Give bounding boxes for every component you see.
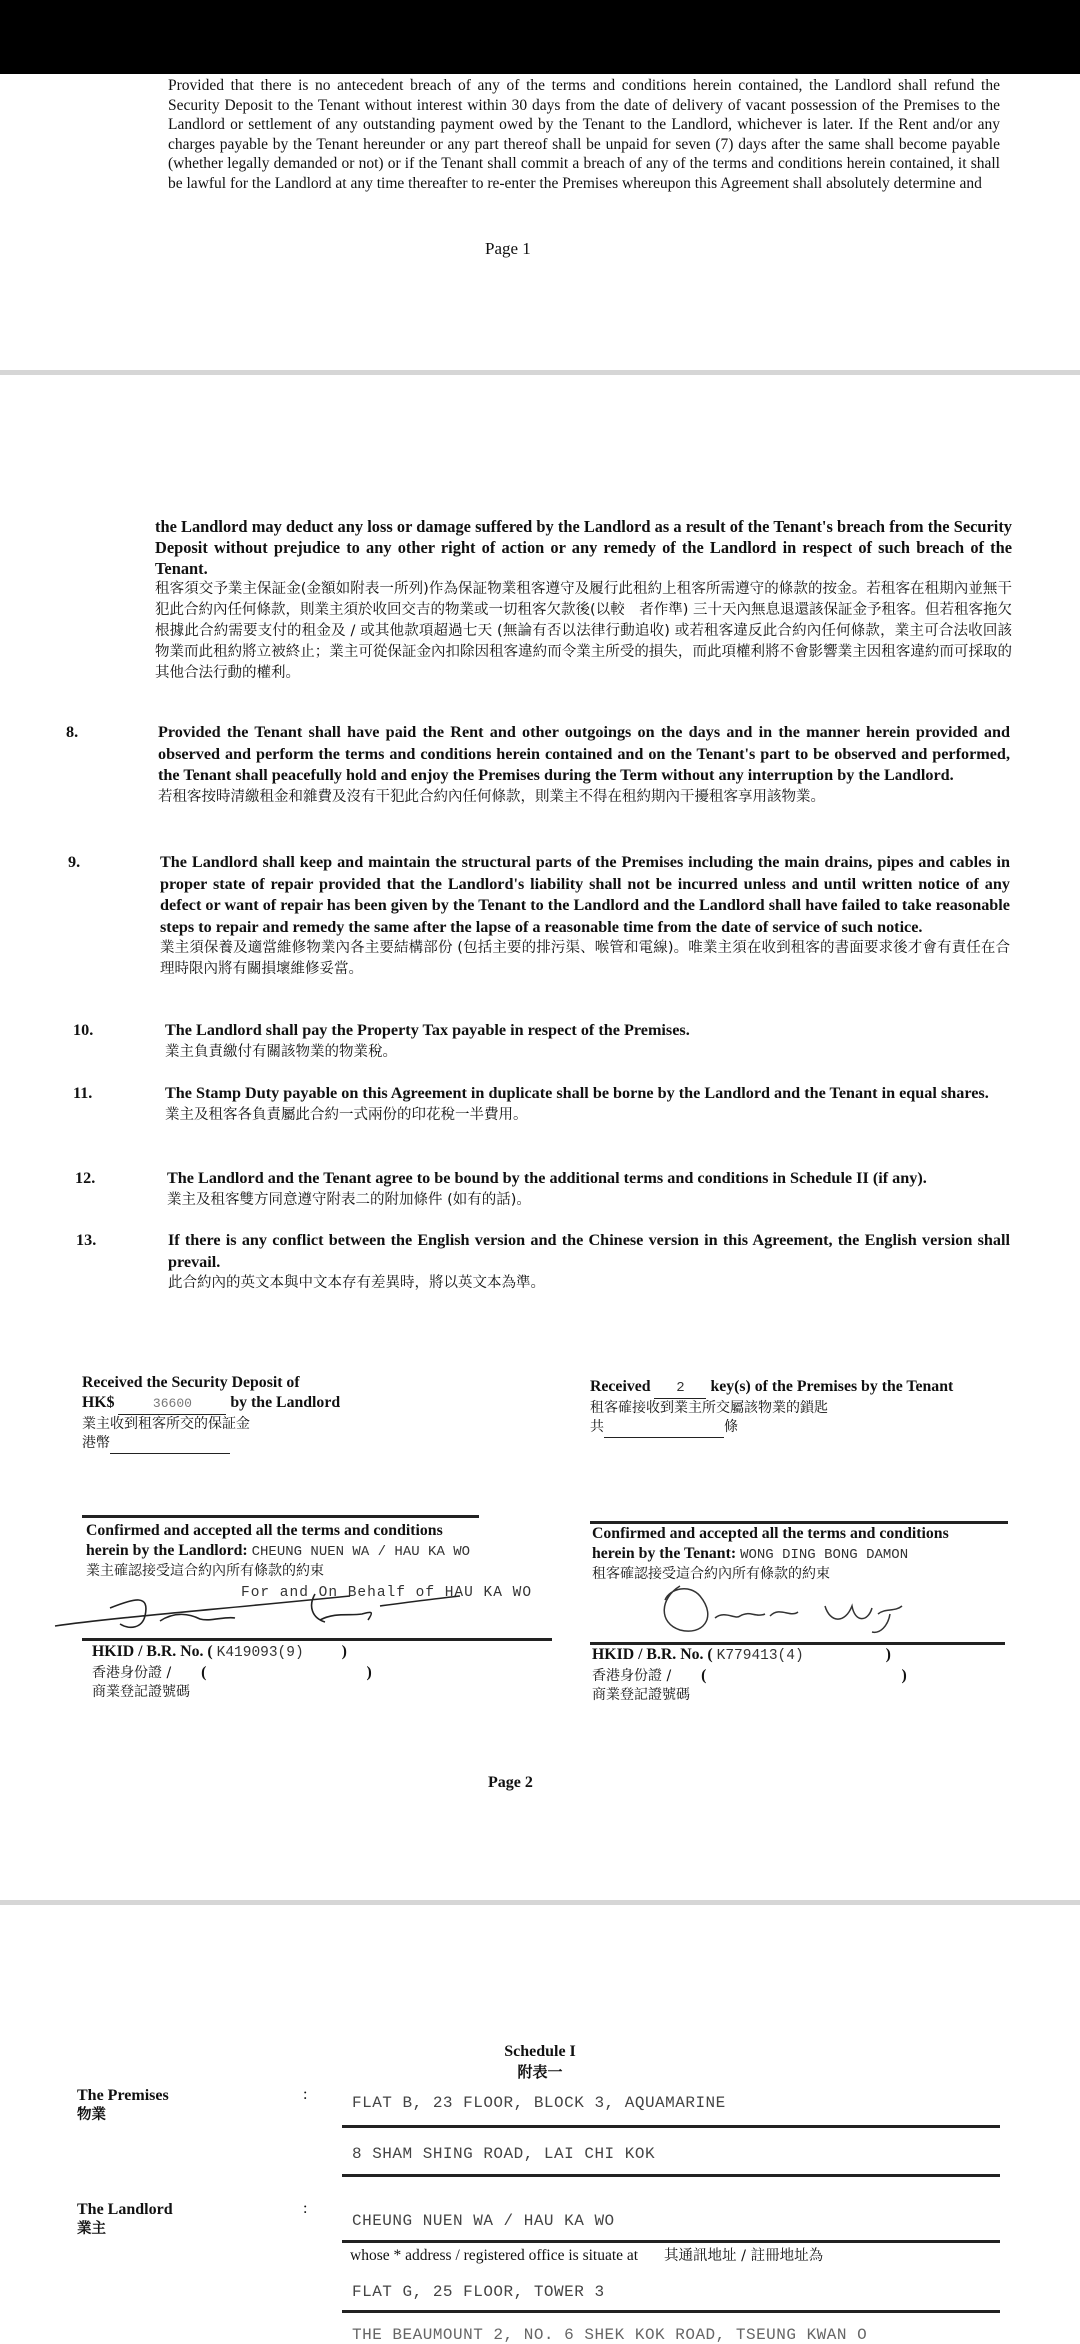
tenant-confirm-line1: Confirmed and accepted all the terms and conditions	[592, 1525, 949, 1542]
landlord-confirm-line2: herein by the Landlord: CHEUNG NUEN WA / HAU KA WO	[86, 1542, 471, 1560]
clause-english: The Landlord and the Tenant agree to be bound by the additional terms and conditions in Schedule II (if any).	[167, 1169, 927, 1187]
landlord-rule	[82, 1515, 479, 1518]
clause-11	[73, 1083, 1010, 1126]
deposit-zh: 業主收到租客所交的保証金	[82, 1416, 250, 1432]
premises-line2: 8 SHAM SHING ROAD, LAI CHI KOK	[352, 2145, 656, 2163]
page2-continuation	[155, 516, 1012, 684]
deposit-line: Received the Security Deposit of	[82, 1374, 300, 1391]
premises-rule2	[342, 2174, 1000, 2177]
schedule-title-zh: 附表一	[517, 2063, 563, 2081]
landlord-confirm-zh: 業主確認接受這合約內所有條款的約束	[86, 1563, 324, 1579]
tenant-hkid: K779413(4)	[716, 1648, 804, 1664]
page1-clause-text: Provided that there is no antecedent breach of any of the terms and conditions herein contained, the Landlord shall refund the Security Deposit to the Tenant without interest within 30 days from the date of delivery of vacant possession of the Premises to the Landlord or settlement of any outstanding payment owed by the Tenant to the Landlord, whichever is later. If the Rent and/or any charges payable by the Tenant hereunder or any part thereof shall be unpaid for seven (7) days after the same shall become payable (whether legally demanded or not) or if the Tenant shall commit a breach of any of the terms and conditions herein contained, it shall be lawful for the Landlord at any time thereafter to re-enter the Premises whereupon this Agreement shall absolutely determine and	[168, 77, 1000, 192]
clause-12	[75, 1168, 1010, 1211]
schedule-title	[480, 2042, 600, 2082]
landlord-label: The Landlord 業主	[77, 2201, 173, 2237]
deposit-amount-row	[82, 1393, 522, 1415]
deposit-by-landlord: by the Landlord	[230, 1394, 341, 1411]
landlord-id-zh2: 商業登記證號碼	[92, 1684, 190, 1700]
clause-number: 11.	[73, 1084, 93, 1102]
landlord-hkid: K419093(9)	[216, 1645, 304, 1661]
tenant-confirm-zh: 租客確認接受這合約內所有條款的約束	[592, 1566, 830, 1582]
tenant-signature	[640, 1578, 910, 1638]
clause-number: 8.	[66, 723, 79, 741]
top-status-bar	[0, 0, 1080, 74]
clause-english: The Landlord shall pay the Property Tax payable in respect of the Premises.	[165, 1021, 690, 1039]
landlord-names: CHEUNG NUEN WA / HAU KA WO	[251, 1544, 471, 1560]
clause-8	[66, 722, 1010, 808]
deposit-amount: 36600	[118, 1394, 226, 1415]
landlord-id-rule	[82, 1638, 552, 1641]
clause-10	[73, 1020, 1010, 1063]
clause-english: The Landlord shall keep and maintain the structural parts of the Premises including the main drains, pipes and cables in proper state of repair provided that the Landlord's liability shall not be incurred unless and until written notice of any defect or want of repair has been given by the Tenant to the Landlord and the Landlord shall have failed to take reasonable steps to repair and remedy the same after the lapse of a reasonable time from the date of service of such notice.	[160, 853, 1010, 936]
premises-line1: FLAT B, 23 FLOOR, BLOCK 3, AQUAMARINE	[352, 2094, 726, 2112]
landlord-confirm-line1: Confirmed and accepted all the terms and conditions	[86, 1522, 443, 1539]
deposit-receipt	[82, 1373, 522, 1454]
clause-number: 13.	[76, 1231, 97, 1249]
tenant-id-block	[592, 1645, 1007, 1705]
page1-number: Page 1	[485, 239, 531, 258]
keys-count: 2	[654, 1378, 706, 1399]
landlord-id-block	[92, 1642, 492, 1702]
landlord-name-value: CHEUNG NUEN WA / HAU KA WO	[352, 2212, 615, 2230]
tenant-confirm-line2: herein by the Tenant: WONG DING BONG DAMON	[592, 1545, 909, 1563]
clause-english: The Stamp Duty payable on this Agreement in duplicate shall be borne by the Landlord and the Tenant in equal shares.	[165, 1084, 989, 1102]
clause-number: 10.	[73, 1021, 94, 1039]
clause-chinese: 此合約內的英文本與中文本存有差異時，將以英文本為準。	[168, 1275, 545, 1291]
address-line2: THE BEAUMOUNT 2, NO. 6 SHEK KOK ROAD, TSEUNG KWAN O	[352, 2326, 868, 2344]
clause-chinese: 若租客按時清繳租金和雜費及沒有干犯此合約內任何條款，則業主不得在租約期內干擾租客享用該物業。	[158, 788, 825, 805]
clause-number: 12.	[75, 1169, 96, 1187]
clause-9	[68, 852, 1010, 980]
page-separator	[0, 370, 1080, 375]
tenant-id-zh-row: 香港身份證 / ( )	[592, 1667, 907, 1684]
landlord-behalf: For and On Behalf of HAU KA WO	[241, 1585, 533, 1601]
premises-label: The Premises 物業	[77, 2087, 169, 2123]
deposit-zh-hk: 港幣	[82, 1434, 522, 1454]
clause-13	[76, 1230, 1010, 1294]
clause-english: If there is any conflict between the English version and the Chinese version in this Agreement, the English version shall prevail.	[168, 1231, 1010, 1271]
schedule-title-en: Schedule I	[504, 2043, 576, 2060]
page-separator-2	[0, 1900, 1080, 1905]
clause-chinese: 業主負責繳付有關該物業的物業稅。	[165, 1043, 397, 1060]
landlord-signature	[50, 1586, 510, 1636]
continuation-english: the Landlord may deduct any loss or damage suffered by the Landlord as a result of the Tenant's breach from the Security Deposit without prejudice to any other right of action or any remedy of the Landlord in respect of such breach of the Tenant.	[155, 517, 1012, 578]
currency-label: HK$	[82, 1394, 115, 1411]
address-rule	[342, 2310, 1000, 2313]
keys-line: Received 2 key(s) of the Premises by the Tenant	[590, 1377, 1010, 1399]
clause-number: 9.	[68, 853, 81, 871]
keys-zh: 租客確接收到業主所交屬該物業的鎖匙	[590, 1400, 828, 1416]
landlord-colon: :	[303, 2200, 308, 2217]
landlord-id-row: HKID / B.R. No. ( K419093(9) )	[92, 1643, 347, 1661]
clause-chinese: 業主及租客各負責屬此合約一式兩份的印花稅一半費用。	[165, 1106, 528, 1123]
clause-chinese: 業主及租客雙方同意遵守附表二的附加條件 (如有的話)。	[167, 1191, 531, 1208]
tenant-names: WONG DING BONG DAMON	[740, 1547, 909, 1563]
premises-rule1	[342, 2125, 1000, 2128]
landlord-id-zh-row: 香港身份證 / ( )	[92, 1664, 372, 1681]
continuation-chinese: 租客須交予業主保証金(金額如附表一所列)作為保証物業租客遵守及履行此租約上租客所需遵守的條款的按金。若租客在租期內並無干犯此合約內任何條款，則業主須於收回交吉的物業或一切租客欠款後(以較 者作準) 三十天內無息退還該保証金予租客。但若租客拖欠根據此合約需要支付的租金及 / 或其他款項超過七天 (無論有否以法律行動追收) 或若租客違反此合約內任何條款，業主可合法收回該物業而此租約將立被終止；業主可從保証金內扣除因租客違約而令業主所受的損失，而此項權利將不會影響業主因租客違約而可採取的其他合法行動的權利。	[155, 581, 1012, 681]
tenant-confirmation	[592, 1524, 1010, 1584]
address-prompt: whose * address / registered office is situate at 其通訊地址 / 註冊地址為	[350, 2247, 824, 2264]
keys-zh-count: 共 條	[590, 1418, 1010, 1438]
tenant-id-zh2: 商業登記證號碼	[592, 1687, 690, 1703]
address-line1: FLAT G, 25 FLOOR, TOWER 3	[352, 2283, 605, 2301]
premises-colon: :	[303, 2086, 308, 2103]
page2-number: Page 2	[488, 1774, 533, 1791]
landlord-confirmation	[86, 1521, 566, 1581]
keys-receipt	[590, 1377, 1010, 1438]
landlord-rule	[342, 2240, 1000, 2243]
tenant-id-row: HKID / B.R. No. ( K779413(4) )	[592, 1646, 891, 1664]
clause-english: Provided the Tenant shall have paid the Rent and other outgoings on the days and in the manner herein provided and observed and perform the terms and conditions herein contained and on the Tenant's part to be observed and performed, the Tenant shall peacefully hold and enjoy the Premises during the Term without any interruption by the Landlord.	[158, 723, 1010, 784]
clause-chinese: 業主須保養及適當維修物業內各主要結構部份 (包括主要的排污渠、喉管和電線)。唯業主須在收到租客的書面要求後才會有責任在合理時限內將有關損壞維修妥當。	[160, 940, 1010, 977]
